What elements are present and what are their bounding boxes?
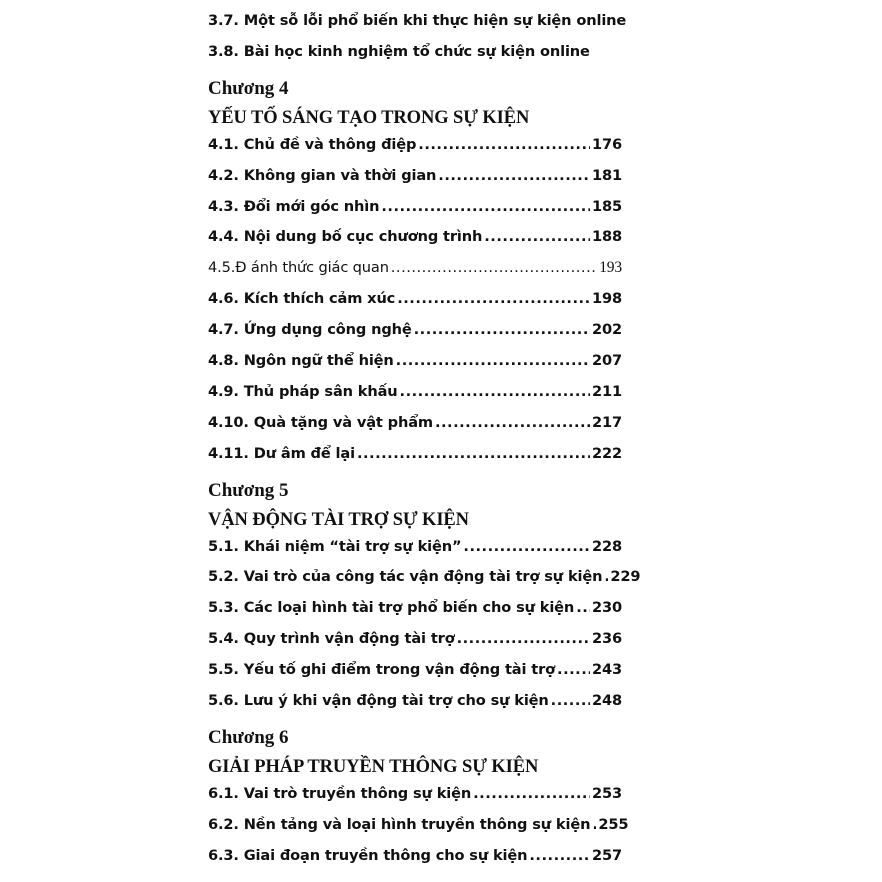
toc-entry-label: 4.6. Kích thích cảm xúc [208,290,396,308]
toc-entry-page: 229 [610,568,641,586]
toc-entry-page: 202 [591,321,622,339]
toc-entry-5-6 [208,692,622,723]
toc-entry-4-10 [208,414,622,445]
chapter-6-title: GIẢI PHÁP TRUYỀN THÔNG SỰ KIỆN [208,756,539,777]
toc-entry-page: 228 [591,537,622,555]
toc-entry-page: 255 [598,815,629,833]
dot-leader [391,259,597,276]
toc-entry-4-6 [208,290,622,321]
toc-entry-page: 181 [591,166,622,184]
dot-leader [551,692,590,709]
toc-entry-page: 176 [591,135,622,153]
toc-entry-label: 5.4. Quy trình vận động tài trợ [208,630,455,648]
toc-entry-page: 185 [591,197,622,215]
toc-entry-page: 207 [591,352,622,370]
toc-entry-page: 253 [591,784,622,802]
toc-entry-page: 222 [591,444,622,462]
toc-entry-label: 6.1. Vai trò truyền thông sự kiện [208,784,472,802]
toc-entry-5-1 [208,538,622,569]
toc-entry-label: 4.9. Thủ pháp sân khấu [208,382,398,400]
dot-leader [396,352,590,369]
dot-leader [418,136,590,153]
dot-leader [397,290,590,307]
chapter-6-heading: Chương 6 [208,726,289,748]
toc-entry-label: 5.1. Khái niệm “tài trợ sự kiện” [208,537,462,555]
toc-entry-4-3 [208,198,622,229]
toc-entry-page: 211 [591,382,622,400]
toc-entry-4-9 [208,383,622,414]
toc-entry-4-8 [208,352,622,383]
toc-entry-label: 5.2. Vai trò của công tác vận động tài trợ sự kiện [208,568,603,586]
toc-entry-5-5 [208,661,622,692]
toc-entry-6-3 [208,847,622,878]
toc-entry-4-1 [208,136,622,167]
toc-entry-4-7 [208,321,622,352]
dot-leader [435,414,590,431]
dot-leader [484,228,590,245]
toc-entry-page: 193 [599,259,622,277]
toc-entry-label: 4.7. Ứng dụng công nghệ [208,321,412,339]
toc-entry-label: 5.3. Các loại hình tài trợ phổ biến cho sự kiện [208,599,575,617]
chapter-4-heading: Chương 4 [208,77,289,99]
toc-entry-page: 243 [591,661,622,679]
toc-entry-label: 4.4. Nội dung bố cục chương trình [208,228,483,246]
toc-entry-page: 217 [591,413,622,431]
toc-entry-5-4 [208,630,622,661]
dot-leader [529,847,590,864]
toc-entry-label: 6.3. Giai đoạn truyền thông cho sự kiện [208,846,528,864]
toc-entry-5-2 [208,568,641,599]
toc-entry-page: 198 [591,290,622,308]
table-of-contents [208,12,641,878]
dot-leader [414,321,590,338]
dot-leader [357,445,590,462]
dot-leader [463,538,590,555]
toc-entry-label: 4.11. Dư âm để lại [208,444,355,462]
toc-entry-label: 4.5.Đ ánh thức giác quan [208,259,389,277]
toc-entry-label: 5.6. Lưu ý khi vận động tài trợ cho sự kiện [208,692,549,710]
chapter-5-heading: Chương 5 [208,479,289,501]
toc-entry-5-3 [208,599,622,630]
toc-entry-4-5 [208,259,622,290]
chapter-4-title: YẾU TỐ SÁNG TẠO TRONG SỰ KIỆN [208,107,530,128]
toc-entry-label: 3.8. Bài học kinh nghiệm tổ chức sự kiện online [208,42,590,60]
dot-leader [576,599,590,616]
toc-entry-page: 257 [591,846,622,864]
toc-entry-label: 5.5. Yếu tố ghi điểm trong vận động tài trợ [208,661,556,679]
toc-entry-label: 4.10. Quà tặng và vật phẩm [208,413,433,431]
toc-entry-page: 236 [591,630,622,648]
toc-entry-page: 248 [591,692,622,710]
dot-leader [381,198,590,215]
toc-entry-label: 4.8. Ngôn ngữ thể hiện [208,352,394,370]
dot-leader [457,630,590,647]
toc-entry-label: 4.2. Không gian và thời gian [208,166,437,184]
toc-entry-6-2 [208,815,629,847]
toc-entry-4-4 [208,228,622,259]
dot-leader [473,785,590,802]
toc-entry-4-2 [208,167,622,198]
toc-entry-3-7 [208,12,627,43]
toc-entry-label: 3.7. Một sỗ lỗi phổ biến khi thực hiện sự kiện online [208,12,627,29]
toc-entry-page: 188 [591,228,622,246]
dot-leader [438,167,590,184]
dot-leader [400,383,590,400]
toc-entry-label: 4.1. Chủ đề và thông điệp [208,135,417,153]
dot-leader [557,661,590,678]
chapter-5-title: VẬN ĐỘNG TÀI TRỢ SỰ KIỆN [208,509,469,530]
dot-leader [604,568,608,585]
toc-entry-label: 6.2. Nền tảng và loại hình truyền thông sự kiện [208,815,591,833]
toc-entry-3-8 [208,43,622,74]
toc-entry-label: 4.3. Đổi mới góc nhìn [208,197,380,215]
toc-entry-6-1 [208,785,622,816]
toc-entry-4-11 [208,445,622,476]
dot-leader [592,816,596,833]
toc-entry-page: 230 [591,599,622,617]
